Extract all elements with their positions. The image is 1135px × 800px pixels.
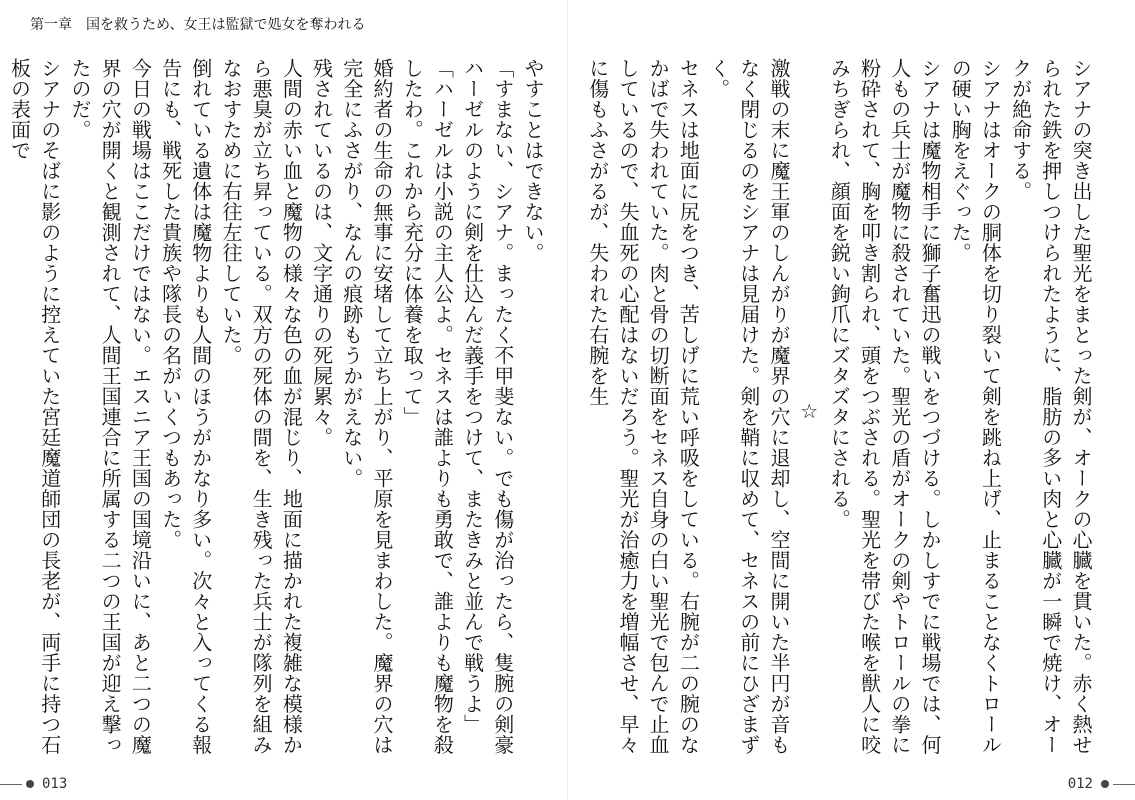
paragraph: シアナはオークの胴体を切り裂いて剣を跳ね上げ、止まることなくトロールの硬い胸をえぐった。 [948, 58, 1003, 755]
paragraph: 婚約者の生命の無事に安堵して立ち上がり、平原を見まわした。魔界の穴は完全にふさがり、なんの痕跡もうかがえない。 [339, 58, 394, 755]
paragraph: 「ハーゼルは小説の主人公よ。セネスは誰よりも勇敢で、誰よりも魔物を殺したわ。これから充分に体養を取って」 [400, 58, 455, 755]
footer-dot-icon [1101, 780, 1109, 788]
paragraph: シアナは魔物相手に獅子奮迅の戦いをつづける。しかしすでに戦場では、何人もの兵士が魔物に殺されていた。聖光の盾がオークの剣やトロールの拳に粉砕されて、胸を叩き割られ、頭をつぶされる。聖光を帯びた喉を獣人に咬みちぎられ、顔面を鋭い鉤爪にズタズタにされる。 [827, 58, 942, 755]
paragraph: 人間の赤い血と魔物の様々な色の血が混じり、地面に描かれた複雑な模様から悪臭が立ち昇っている。双方の死体の間を、生き残った兵士が隊列を組みなおすために右往左往していた。 [218, 58, 304, 755]
right-page-text [583, 58, 1096, 764]
footer-dot-icon [26, 780, 34, 788]
right-page-footer [1064, 776, 1135, 792]
paragraph: シアナの突き出した聖光をまとった剣が、オークの心臓を貫いた。赤く熱せられた鉄を押しつけられたように、脂肪の多い肉と心臓が一瞬で焼け、オークが絶命する。 [1008, 58, 1093, 755]
paragraph: 倒れている遺体は魔物よりも人間のほうがかなり多い。次々と入ってくる報告にも、戦死した貴族や隊長の名がいくつもあった。 [158, 58, 213, 755]
paragraph: セネスは地面に尻をつき、苦しげに荒い呼吸をしている。右腕が二の腕のなかばで失われていた。肉と骨の切断面をセネス自身の白い聖光で包んで止血しているので、失血死の心配はないだろう。聖光が治癒力を増幅させ、早々に傷もふさがるが、失われた右腕を生 [585, 58, 701, 755]
left-page [7, 58, 548, 764]
footer-rule [1113, 784, 1135, 785]
paragraph: 今日の戦場はここだけではない。エスニア王国の国境沿いに、あと二つの魔界の穴が開くと観測されて、人間王国連合に所属する二つの王国が迎え撃ったのだ。 [67, 58, 153, 755]
paragraph: やすことはできない。 [521, 58, 545, 263]
right-page [585, 58, 1096, 764]
paragraph: シアナのそばに影のように控えていた宮廷魔道師団の長老が、両手に持つ石板の表面で [7, 58, 62, 755]
section-break-star: ☆ [797, 398, 822, 424]
page-number: 013 [42, 776, 68, 792]
gutter-divider [567, 0, 568, 800]
paragraph: 「すまない、シアナ。まったく不甲斐ない。でも傷が治ったら、隻腕の剣豪ハーゼルのように剣を仕込んだ義手をつけて、またきみと並んで戦うよ」 [460, 58, 515, 755]
footer-rule [0, 784, 22, 785]
page-number: 012 [1067, 776, 1093, 792]
running-head: 第一章 国を救うため、女王は監獄で処女を奪われる [30, 17, 366, 33]
paragraph: 激戦の末に魔王軍のしんがりが魔界の穴に退却し、空間に開いた半円が音もなく閉じるのをシアナは見届けた。剣を鞘に収めて、セネスの前にひざまずく。 [706, 58, 791, 755]
paragraph: 残されているのは、文字通りの死屍累々。 [309, 58, 334, 448]
left-page-text [4, 58, 548, 764]
left-page-footer [0, 776, 71, 792]
